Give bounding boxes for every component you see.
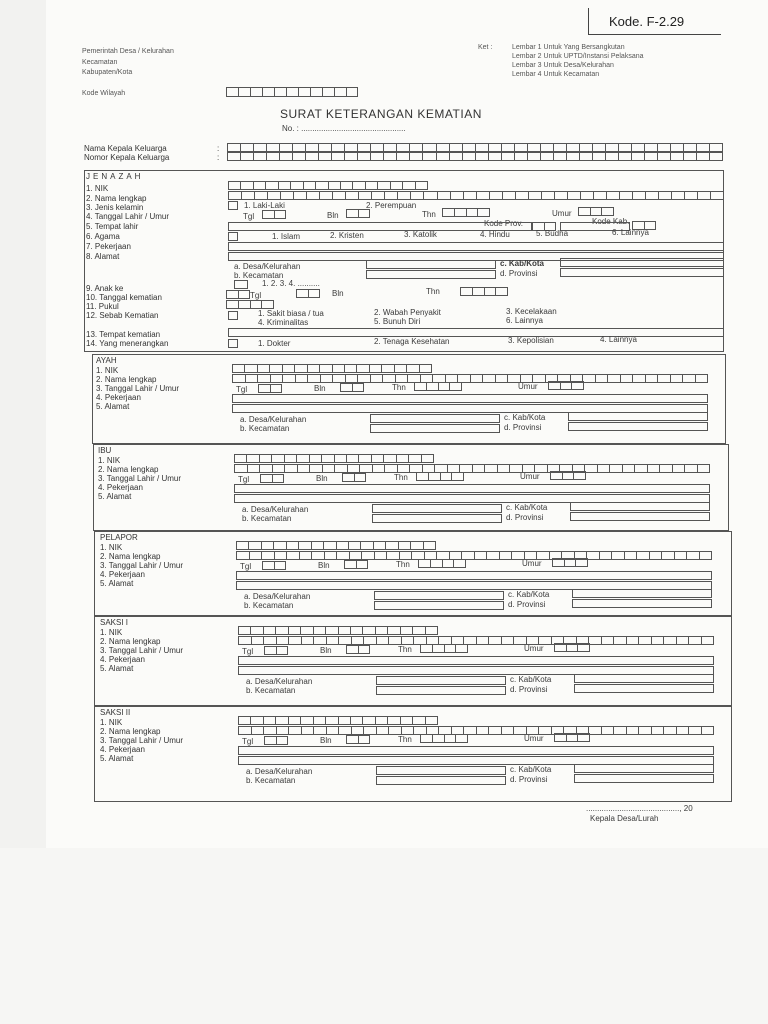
- saksi-1-field-1: 2. Nama lengkap: [100, 637, 161, 646]
- alamat-desa: a. Desa/Kelurahan: [234, 262, 301, 271]
- tgl-kematian-label: 10. Tanggal kematian: [86, 293, 162, 302]
- pelapor-umur-boxes[interactable]: [552, 558, 588, 567]
- ttl-thn: Thn: [422, 210, 436, 219]
- desa-box[interactable]: [366, 260, 496, 269]
- saksi-2-field-4: 5. Alamat: [100, 754, 134, 763]
- pukul-label: 11. Pukul: [86, 302, 119, 311]
- pelapor-tgl: Tgl: [240, 562, 252, 571]
- provinsi-box[interactable]: [560, 268, 724, 277]
- saksi-2-thn-boxes[interactable]: [420, 734, 468, 743]
- ayah-field-3: 4. Pekerjaan: [96, 393, 141, 402]
- kematian-tgl-boxes[interactable]: [226, 290, 250, 299]
- ttl-tgl: Tgl: [243, 212, 255, 221]
- ibu-pekerjaan-box[interactable]: [234, 484, 710, 493]
- ket-lembar-1: Lembar 1 Untuk Yang Bersangkutan: [512, 44, 625, 51]
- saksi-1-nik-boxes[interactable]: [238, 626, 438, 635]
- pelapor-kecamatan-label: b. Kecamatan: [244, 601, 294, 610]
- jenazah-nik-label: 1. NIK: [86, 184, 109, 193]
- pelapor-bln: Bln: [318, 561, 330, 570]
- jk-laki[interactable]: 1. Laki-Laki: [244, 201, 285, 210]
- pelapor-nama-boxes[interactable]: [236, 551, 712, 560]
- section-title-pelapor: PELAPOR: [100, 533, 138, 542]
- saksi-1-thn-boxes[interactable]: [420, 644, 468, 653]
- saksi-2-kecamatan-box[interactable]: [376, 776, 506, 785]
- jenazah-agama-label: 6. Agama: [86, 232, 120, 241]
- header-pemerintah: Pemerintah Desa / Kelurahan: [82, 48, 174, 55]
- saksi-2-tgl-boxes[interactable]: [264, 736, 288, 745]
- pelapor-thn: Thn: [396, 560, 410, 569]
- ibu-provinsi-box[interactable]: [570, 512, 710, 521]
- kematian-thn-boxes[interactable]: [460, 287, 508, 296]
- saksi-2-field-0: 1. NIK: [100, 718, 123, 727]
- kode-wilayah-label: Kode Wilayah: [82, 90, 126, 97]
- pekerjaan-box[interactable]: [228, 242, 724, 251]
- saksi-2-kabkota-box[interactable]: [574, 764, 714, 773]
- pelapor-provinsi-label: d. Provinsi: [508, 600, 546, 609]
- umur-boxes[interactable]: [578, 207, 614, 216]
- pelapor-tgl-boxes[interactable]: [262, 561, 286, 570]
- saksi-1-tgl: Tgl: [242, 647, 254, 656]
- saksi-2-provinsi-box[interactable]: [574, 774, 714, 783]
- saksi-2-field-2: 3. Tanggal Lahir / Umur: [100, 736, 184, 745]
- nomor-kk-boxes[interactable]: [227, 152, 723, 161]
- pelapor-kabkota-label: c. Kab/Kota: [508, 590, 550, 599]
- alamat-kabkota: c. Kab/Kota: [500, 259, 545, 268]
- ibu-nik-boxes[interactable]: [234, 454, 434, 463]
- nomor-kk-label: Nomor Kepala Keluarga: [84, 153, 170, 162]
- ket-lembar-4: Lembar 4 Untuk Kecamatan: [512, 71, 600, 78]
- kematian-thn: Thn: [426, 287, 440, 296]
- form-code: Kode. F-2.29: [609, 14, 685, 29]
- anak-ke-label: 9. Anak ke: [86, 284, 124, 293]
- sebab-kriminalitas[interactable]: 4. Kriminalitas: [258, 318, 309, 327]
- nama-kk-label: Nama Kepala Keluarga: [84, 144, 167, 153]
- ayah-umur: Umur: [518, 382, 538, 391]
- ket-lembar-2: Lembar 2 Untuk UPTD/Instansi Pelaksana: [512, 53, 644, 60]
- pelapor-desa-box[interactable]: [374, 591, 504, 600]
- saksi-1-bln: Bln: [320, 646, 332, 655]
- thn-boxes[interactable]: [442, 208, 490, 217]
- kematian-bln: Bln: [332, 289, 344, 298]
- saksi-2-desa-label: a. Desa/Kelurahan: [246, 767, 313, 776]
- ibu-field-1: 2. Nama lengkap: [98, 465, 159, 474]
- ayah-pekerjaan-box[interactable]: [232, 394, 708, 403]
- pelapor-field-4: 5. Alamat: [100, 579, 134, 588]
- pelapor-pekerjaan-box[interactable]: [236, 571, 712, 580]
- ibu-umur: Umur: [520, 472, 540, 481]
- colon: :: [217, 144, 220, 153]
- pukul-boxes[interactable]: [226, 300, 274, 309]
- sebab-lainnya[interactable]: 6. Lainnya: [506, 316, 543, 325]
- saksi-1-kecamatan-label: b. Kecamatan: [246, 686, 296, 695]
- saksi-1-field-4: 5. Alamat: [100, 664, 134, 673]
- saksi-2-nama-boxes[interactable]: [238, 726, 714, 735]
- jenazah-nama-boxes[interactable]: [228, 191, 724, 200]
- saksi-1-desa-label: a. Desa/Kelurahan: [246, 677, 313, 686]
- section-title-saksi-1: SAKSI I: [100, 618, 129, 627]
- saksi-1-desa-box[interactable]: [376, 676, 506, 685]
- saksi-1-umur: Umur: [524, 644, 544, 653]
- ibu-tgl: Tgl: [238, 475, 250, 484]
- pelapor-bln-boxes[interactable]: [344, 560, 368, 569]
- kode-kab-label: Kode Kab.: [592, 217, 630, 226]
- ayah-bln: Bln: [314, 384, 326, 393]
- pelapor-thn-boxes[interactable]: [418, 559, 466, 568]
- nomor-field[interactable]: No. : ...............................................: [282, 124, 406, 133]
- agama-islam[interactable]: 1. Islam: [272, 232, 301, 241]
- saksi-1-nama-boxes[interactable]: [238, 636, 714, 645]
- footer-signer: Kepala Desa/Lurah: [590, 814, 659, 823]
- jk-perempuan[interactable]: 2. Perempuan: [366, 201, 417, 210]
- alamat-provinsi: d. Provinsi: [500, 269, 538, 278]
- saksi-1-bln-boxes[interactable]: [346, 645, 370, 654]
- saksi-1-kabkota-box[interactable]: [574, 674, 714, 683]
- saksi-2-field-1: 2. Nama lengkap: [100, 727, 161, 736]
- ayah-field-1: 2. Nama lengkap: [96, 375, 157, 384]
- ibu-provinsi-label: d. Provinsi: [506, 513, 544, 522]
- saksi-2-pekerjaan-box[interactable]: [238, 746, 714, 755]
- jenazah-nama-label: 2. Nama lengkap: [86, 194, 147, 203]
- ibu-field-2: 3. Tanggal Lahir / Umur: [98, 474, 182, 483]
- section-title-ibu: IBU: [98, 446, 112, 455]
- section-title-ayah: AYAH: [96, 356, 117, 365]
- sebab-sakit[interactable]: 1. Sakit biasa / tua: [258, 309, 324, 318]
- agama-lainnya[interactable]: 6. Lainnya: [612, 228, 649, 237]
- ibu-field-4: 5. Alamat: [98, 492, 132, 501]
- saksi-2-desa-box[interactable]: [376, 766, 506, 775]
- ayah-kabkota-box[interactable]: [568, 412, 708, 421]
- sebab-bunuh-diri[interactable]: 5. Bunuh Diri: [374, 317, 421, 326]
- pelapor-kecamatan-box[interactable]: [374, 601, 504, 610]
- saksi-2-bln-boxes[interactable]: [346, 735, 370, 744]
- ibu-nama-boxes[interactable]: [234, 464, 710, 473]
- ibu-thn-boxes[interactable]: [416, 472, 464, 481]
- kematian-tgl: Tgl: [250, 291, 262, 300]
- jenazah-pekerjaan-label: 7. Pekerjaan: [86, 242, 131, 251]
- ayah-thn: Thn: [392, 383, 406, 392]
- tempat-kematian-box[interactable]: [228, 328, 724, 337]
- tgl-boxes[interactable]: [262, 210, 286, 219]
- saksi-1-field-2: 3. Tanggal Lahir / Umur: [100, 646, 184, 655]
- agama-kristen[interactable]: 2. Kristen: [330, 231, 364, 240]
- pelapor-umur: Umur: [522, 559, 542, 568]
- ibu-bln-boxes[interactable]: [342, 473, 366, 482]
- saksi-2-kabkota-label: c. Kab/Kota: [510, 765, 552, 774]
- ttl-umur: Umur: [552, 209, 572, 218]
- ibu-kabkota-label: c. Kab/Kota: [506, 503, 548, 512]
- menerangkan-nakes[interactable]: 2. Tenaga Kesehatan: [374, 337, 450, 346]
- yang-menerangkan-label: 14. Yang menerangkan: [86, 339, 169, 348]
- ayah-kabkota-label: c. Kab/Kota: [504, 413, 546, 422]
- agama-budha[interactable]: 5. Budha: [536, 229, 569, 238]
- pelapor-provinsi-box[interactable]: [572, 599, 712, 608]
- saksi-1-pekerjaan-box[interactable]: [238, 656, 714, 665]
- saksi-2-nik-boxes[interactable]: [238, 716, 438, 725]
- section-title-jenazah: JENAZAH: [86, 172, 144, 181]
- ibu-field-3: 4. Pekerjaan: [98, 483, 143, 492]
- menerangkan-polisi[interactable]: 3. Kepolisian: [508, 336, 554, 345]
- saksi-2-bln: Bln: [320, 736, 332, 745]
- ayah-tgl: Tgl: [236, 385, 248, 394]
- saksi-2-provinsi-label: d. Provinsi: [510, 775, 548, 784]
- tempat-kematian-label: 13. Tempat kematian: [86, 330, 161, 339]
- saksi-1-thn: Thn: [398, 645, 412, 654]
- ibu-kecamatan-label: b. Kecamatan: [242, 514, 292, 523]
- ttl-bln: Bln: [327, 211, 339, 220]
- pelapor-kabkota-box[interactable]: [572, 589, 712, 598]
- ket-lembar-3: Lembar 3 Untuk Desa/Kelurahan: [512, 62, 614, 69]
- ayah-tgl-boxes[interactable]: [258, 384, 282, 393]
- saksi-2-umur: Umur: [524, 734, 544, 743]
- pelapor-nik-boxes[interactable]: [236, 541, 436, 550]
- jenazah-jk-label: 3. Jenis kelamin: [86, 203, 144, 212]
- saksi-1-tgl-boxes[interactable]: [264, 646, 288, 655]
- jenazah-tempat-lahir-label: 5. Tempat lahir: [86, 222, 139, 231]
- menerangkan-lainnya[interactable]: 4. Lainnya: [600, 335, 637, 344]
- ibu-tgl-boxes[interactable]: [260, 474, 284, 483]
- menerangkan-box[interactable]: [228, 339, 238, 348]
- saksi-1-provinsi-box[interactable]: [574, 684, 714, 693]
- ayah-field-2: 3. Tanggal Lahir / Umur: [96, 384, 180, 393]
- saksi-1-kecamatan-box[interactable]: [376, 686, 506, 695]
- form-code-box: [588, 8, 721, 35]
- anak-ke-options: 1. 2. 3. 4. ..........: [262, 279, 320, 288]
- ibu-desa-label: a. Desa/Kelurahan: [242, 505, 309, 514]
- alamat-kecamatan: b. Kecamatan: [234, 271, 284, 280]
- kematian-bln-boxes[interactable]: [296, 289, 320, 298]
- pelapor-desa-label: a. Desa/Kelurahan: [244, 592, 311, 601]
- agama-katolik[interactable]: 3. Katolik: [404, 230, 437, 239]
- header-kecamatan: Kecamatan: [82, 59, 118, 66]
- jenazah-alamat-label: 8. Alamat: [86, 252, 120, 261]
- pelapor-field-3: 4. Pekerjaan: [100, 570, 145, 579]
- colon: :: [217, 153, 220, 162]
- ibu-field-0: 1. NIK: [98, 456, 121, 465]
- ibu-kabkota-box[interactable]: [570, 502, 710, 511]
- ayah-thn-boxes[interactable]: [414, 382, 462, 391]
- saksi-2-umur-boxes[interactable]: [554, 733, 590, 742]
- pelapor-field-0: 1. NIK: [100, 543, 123, 552]
- kode-prov-label: Kode Prov.: [484, 219, 523, 228]
- kecamatan-box[interactable]: [366, 270, 496, 279]
- ayah-bln-boxes[interactable]: [340, 383, 364, 392]
- ayah-field-0: 1. NIK: [96, 366, 119, 375]
- nama-kk-boxes[interactable]: [227, 143, 723, 152]
- ibu-thn: Thn: [394, 473, 408, 482]
- sebab-wabah[interactable]: 2. Wabah Penyakit: [374, 308, 441, 317]
- ayah-provinsi-label: d. Provinsi: [504, 423, 542, 432]
- form-title: SURAT KETERANGAN KEMATIAN: [280, 107, 482, 121]
- ayah-kecamatan-box[interactable]: [370, 424, 500, 433]
- sebab-box[interactable]: [228, 311, 238, 320]
- agama-box[interactable]: [228, 232, 238, 241]
- ayah-field-4: 5. Alamat: [96, 402, 130, 411]
- ayah-desa-box[interactable]: [370, 414, 500, 423]
- ayah-nik-boxes[interactable]: [232, 364, 432, 373]
- ibu-bln: Bln: [316, 474, 328, 483]
- saksi-2-field-3: 4. Pekerjaan: [100, 745, 145, 754]
- anak-ke-box[interactable]: [234, 280, 248, 289]
- scan-background: [0, 848, 768, 1024]
- saksi-1-kabkota-label: c. Kab/Kota: [510, 675, 552, 684]
- sebab-label: 12. Sebab Kematian: [86, 311, 159, 320]
- section-title-saksi-2: SAKSI II: [100, 708, 131, 717]
- menerangkan-dokter[interactable]: 1. Dokter: [258, 339, 291, 348]
- saksi-1-provinsi-label: d. Provinsi: [510, 685, 548, 694]
- saksi-2-thn: Thn: [398, 735, 412, 744]
- ayah-umur-boxes[interactable]: [548, 381, 584, 390]
- footer-date: .........................................., 20: [586, 804, 693, 813]
- ibu-desa-box[interactable]: [372, 504, 502, 513]
- ibu-umur-boxes[interactable]: [550, 471, 586, 480]
- pelapor-field-1: 2. Nama lengkap: [100, 552, 161, 561]
- ayah-desa-label: a. Desa/Kelurahan: [240, 415, 307, 424]
- ayah-kecamatan-label: b. Kecamatan: [240, 424, 290, 433]
- ibu-kecamatan-box[interactable]: [372, 514, 502, 523]
- ayah-nama-boxes[interactable]: [232, 374, 708, 383]
- jk-box[interactable]: [228, 201, 238, 210]
- saksi-1-field-3: 4. Pekerjaan: [100, 655, 145, 664]
- jenazah-nik-boxes[interactable]: [228, 181, 428, 190]
- kode-wilayah-boxes[interactable]: [226, 87, 358, 97]
- agama-hindu[interactable]: 4. Hindu: [480, 230, 510, 239]
- jenazah-ttl-label: 4. Tanggal Lahir / Umur: [86, 212, 170, 221]
- ket-label: Ket :: [478, 44, 493, 51]
- sebab-kecelakaan[interactable]: 3. Kecelakaan: [506, 307, 557, 316]
- header-kabupaten: Kabupaten/Kota: [82, 69, 133, 76]
- pelapor-field-2: 3. Tanggal Lahir / Umur: [100, 561, 184, 570]
- bln-boxes[interactable]: [346, 209, 370, 218]
- saksi-1-field-0: 1. NIK: [100, 628, 123, 637]
- kabkota-box[interactable]: [560, 258, 724, 267]
- saksi-2-tgl: Tgl: [242, 737, 254, 746]
- saksi-2-kecamatan-label: b. Kecamatan: [246, 776, 296, 785]
- ayah-provinsi-box[interactable]: [568, 422, 708, 431]
- saksi-1-umur-boxes[interactable]: [554, 643, 590, 652]
